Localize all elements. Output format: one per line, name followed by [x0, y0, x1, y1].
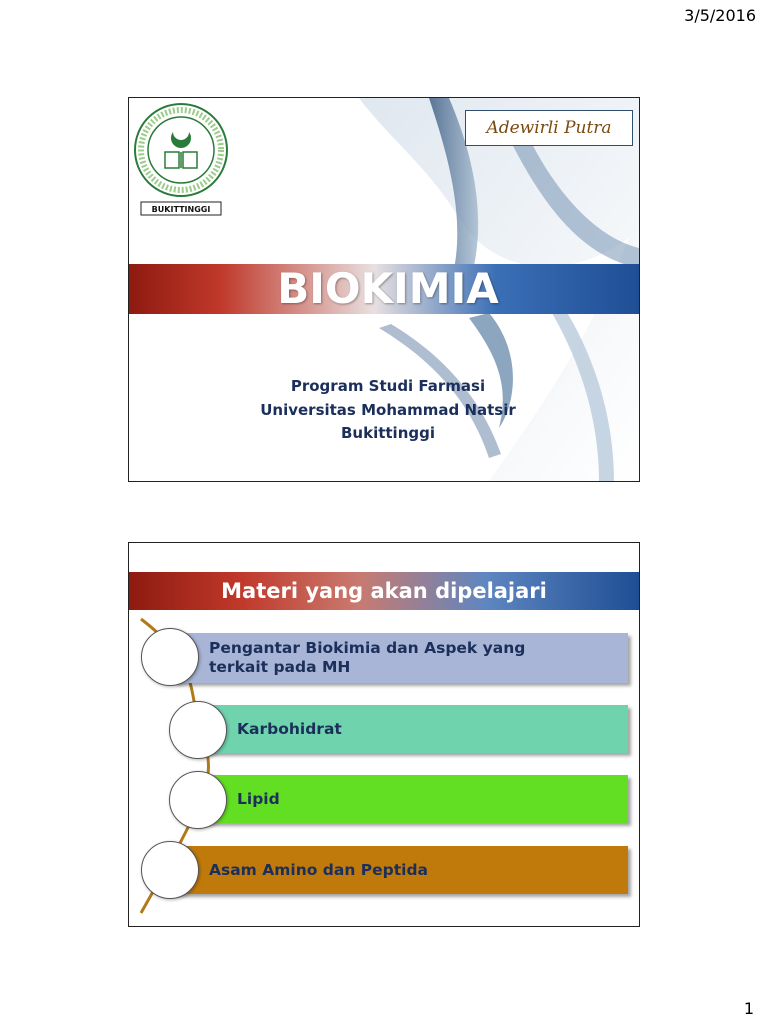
- list-item: [174, 633, 628, 683]
- list-bullet-circle: [169, 701, 227, 759]
- slide-title: BIOKIMIA: [277, 264, 499, 313]
- page-date: 3/5/2016: [684, 6, 756, 25]
- list-bullet-circle: [141, 841, 199, 899]
- contents-slide: [128, 542, 640, 927]
- list-item: [205, 705, 628, 753]
- logo-label: BUKITTINGGI: [151, 205, 211, 214]
- title-slide: [128, 97, 640, 482]
- subtitle-line: Universitas Mohammad Natsir: [260, 401, 516, 419]
- list-item-label: Pengantar Biokimia dan Aspek yang terkait pada MH: [209, 639, 526, 676]
- list-item-label: Asam Amino dan Peptida: [209, 860, 428, 879]
- page-number: 1: [743, 999, 754, 1018]
- list-bullet-circle: [169, 771, 227, 829]
- university-logo: [133, 102, 229, 217]
- list-item-label: Karbohidrat: [237, 719, 342, 738]
- subtitle-line: Program Studi Farmasi: [290, 377, 486, 395]
- subtitle-line: Bukittinggi: [340, 424, 435, 442]
- list-item: [205, 775, 628, 823]
- author-name: Adewirli Putra: [465, 110, 633, 146]
- list-bullet-circle: [141, 628, 199, 686]
- slide-heading: Materi yang akan dipelajari: [221, 579, 547, 603]
- list-item: [174, 846, 628, 894]
- list-item-label: Lipid: [237, 789, 280, 808]
